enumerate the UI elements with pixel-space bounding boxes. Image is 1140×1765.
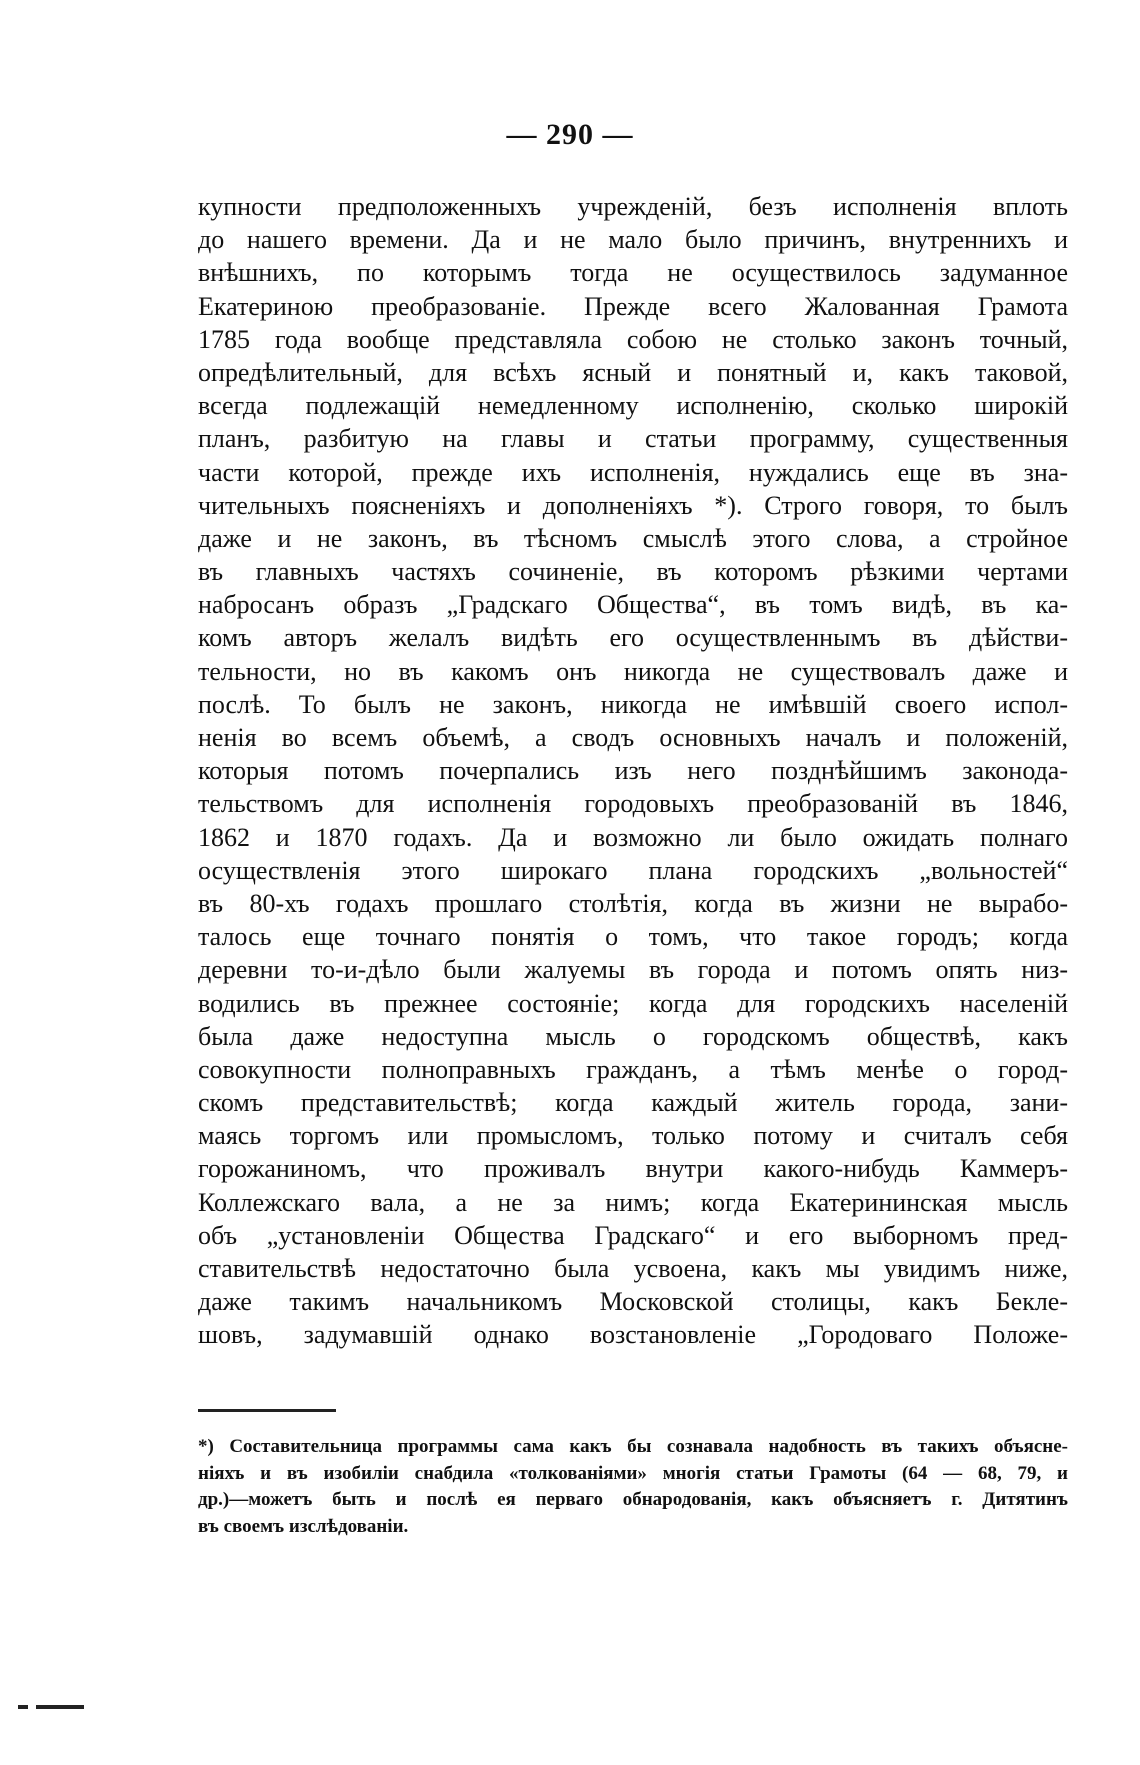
body-line: которыя потомъ почерпались изъ него позднѣйшимъ законода- bbox=[198, 756, 1068, 786]
body-line: Коллежскаго вала, а не за нимъ; когда Екатерининская мысль bbox=[198, 1187, 1068, 1217]
footnote-rule bbox=[198, 1409, 336, 1412]
body-line: планъ, разбитую на главы и статьи программу, существенныя bbox=[198, 424, 1068, 454]
body-line: 1785 года вообще представляла собою не столько законъ точный, bbox=[198, 324, 1068, 354]
margin-mark bbox=[36, 1705, 84, 1709]
body-line: ставительствѣ недостаточно была усвоена, какъ мы увидимъ ниже, bbox=[198, 1254, 1068, 1283]
body-line: 1862 и 1870 годахъ. Да и возможно ли было ожидать полнаго bbox=[198, 822, 1068, 852]
body-line: горожаниномъ, что проживалъ внутри какого-нибудь Каммеръ- bbox=[198, 1154, 1068, 1184]
body-line: даже и не законъ, въ тѣсномъ смыслѣ этого слова, а стройное bbox=[198, 523, 1068, 553]
page-number: — 290 — bbox=[506, 118, 634, 151]
body-line: объ „установленіи Общества Градскаго“ и его выборномъ пред- bbox=[198, 1220, 1068, 1250]
body-line: набросанъ образъ „Градскаго Общества“, въ томъ видѣ, въ ка- bbox=[198, 590, 1068, 620]
body-line: даже такимъ начальникомъ Московской столицы, какъ Беклe- bbox=[198, 1287, 1068, 1317]
body-line: тельности, но въ какомъ онъ никогда не существовалъ даже и bbox=[198, 656, 1068, 686]
body-line: маясь торгомъ или промысломъ, только потому и считалъ себя bbox=[198, 1121, 1068, 1151]
body-line: части которой, прежде ихъ исполненія, нуждались еще въ зна- bbox=[198, 457, 1068, 487]
body-line: послѣ. То былъ не законъ, никогда не имѣвшій своего испол- bbox=[198, 689, 1068, 719]
footnote-line: въ своемъ изслѣдованіи. bbox=[198, 1515, 409, 1537]
footnote-line: др.)—можетъ быть и послѣ ея перваго обнародованія, какъ объясняетъ г. Дитятинъ bbox=[198, 1489, 1068, 1510]
body-text bbox=[198, 190, 1068, 1352]
body-line: шовъ, задумавшій однако возстановленіе „Городоваго Положе- bbox=[198, 1320, 1068, 1350]
body-line: внѣшнихъ, по которымъ тогда не осуществилось задуманное bbox=[198, 258, 1068, 288]
body-line: опредѣлительный, для всѣхъ ясный и понятный и, какъ таковой, bbox=[198, 357, 1068, 387]
body-line: скомъ представительствѣ; когда каждый житель города, зани- bbox=[198, 1088, 1068, 1118]
body-line: всегда подлежащій немедленному исполненію, сколько широкій bbox=[198, 391, 1068, 421]
body-line: чительныхъ поясненіяхъ и дополненіяхъ *). Строго говоря, то былъ bbox=[198, 490, 1068, 520]
footnote bbox=[198, 1434, 1068, 1540]
body-line: Екатериною преобразованіе. Прежде всего Жалованная Грамота bbox=[198, 291, 1068, 321]
body-line: купности предположенныхъ учрежденій, безъ исполненія вплоть bbox=[198, 192, 1068, 221]
body-line: до нашего времени. Да и не мало было причинъ, внутреннихъ и bbox=[198, 225, 1068, 255]
body-line: комъ авторъ желалъ видѣть его осуществленнымъ въ дѣйстви- bbox=[198, 623, 1068, 653]
body-line: въ 80-хъ годахъ прошлаго столѣтія, когда въ жизни не вырабо- bbox=[198, 888, 1068, 918]
body-line: водились въ прежнее состояніе; когда для городскихъ населеній bbox=[198, 988, 1068, 1018]
body-line: талось еще точнаго понятія о томъ, что такое городъ; когда bbox=[198, 922, 1068, 952]
body-line: въ главныхъ частяхъ сочиненіе, въ которомъ рѣзкими чертами bbox=[198, 557, 1068, 587]
body-line: тельствомъ для исполненія городовыхъ преобразованій въ 1846, bbox=[198, 789, 1068, 819]
footnote-line: ніяхъ и въ изобиліи снабдила «толкованіями» многія статьи Грамоты (64 — 68, 79, и bbox=[198, 1462, 1068, 1484]
body-line: ненія во всемъ объемѣ, а сводъ основныхъ началъ и положеній, bbox=[198, 723, 1068, 752]
body-line: деревни то-и-дѣло были жалуемы въ города и потомъ опять низ- bbox=[198, 955, 1068, 985]
body-line: была даже недоступна мысль о городскомъ обществѣ, какъ bbox=[198, 1021, 1068, 1051]
footnote-line: *) Составительница программы сама какъ бы сознавала надобность въ такихъ объясне- bbox=[198, 1436, 1068, 1457]
body-line: осуществленія этого широкаго плана городскихъ „вольностей“ bbox=[198, 855, 1068, 885]
body-line: совокупности полноправныхъ гражданъ, а тѣмъ менѣе о город- bbox=[198, 1054, 1068, 1084]
